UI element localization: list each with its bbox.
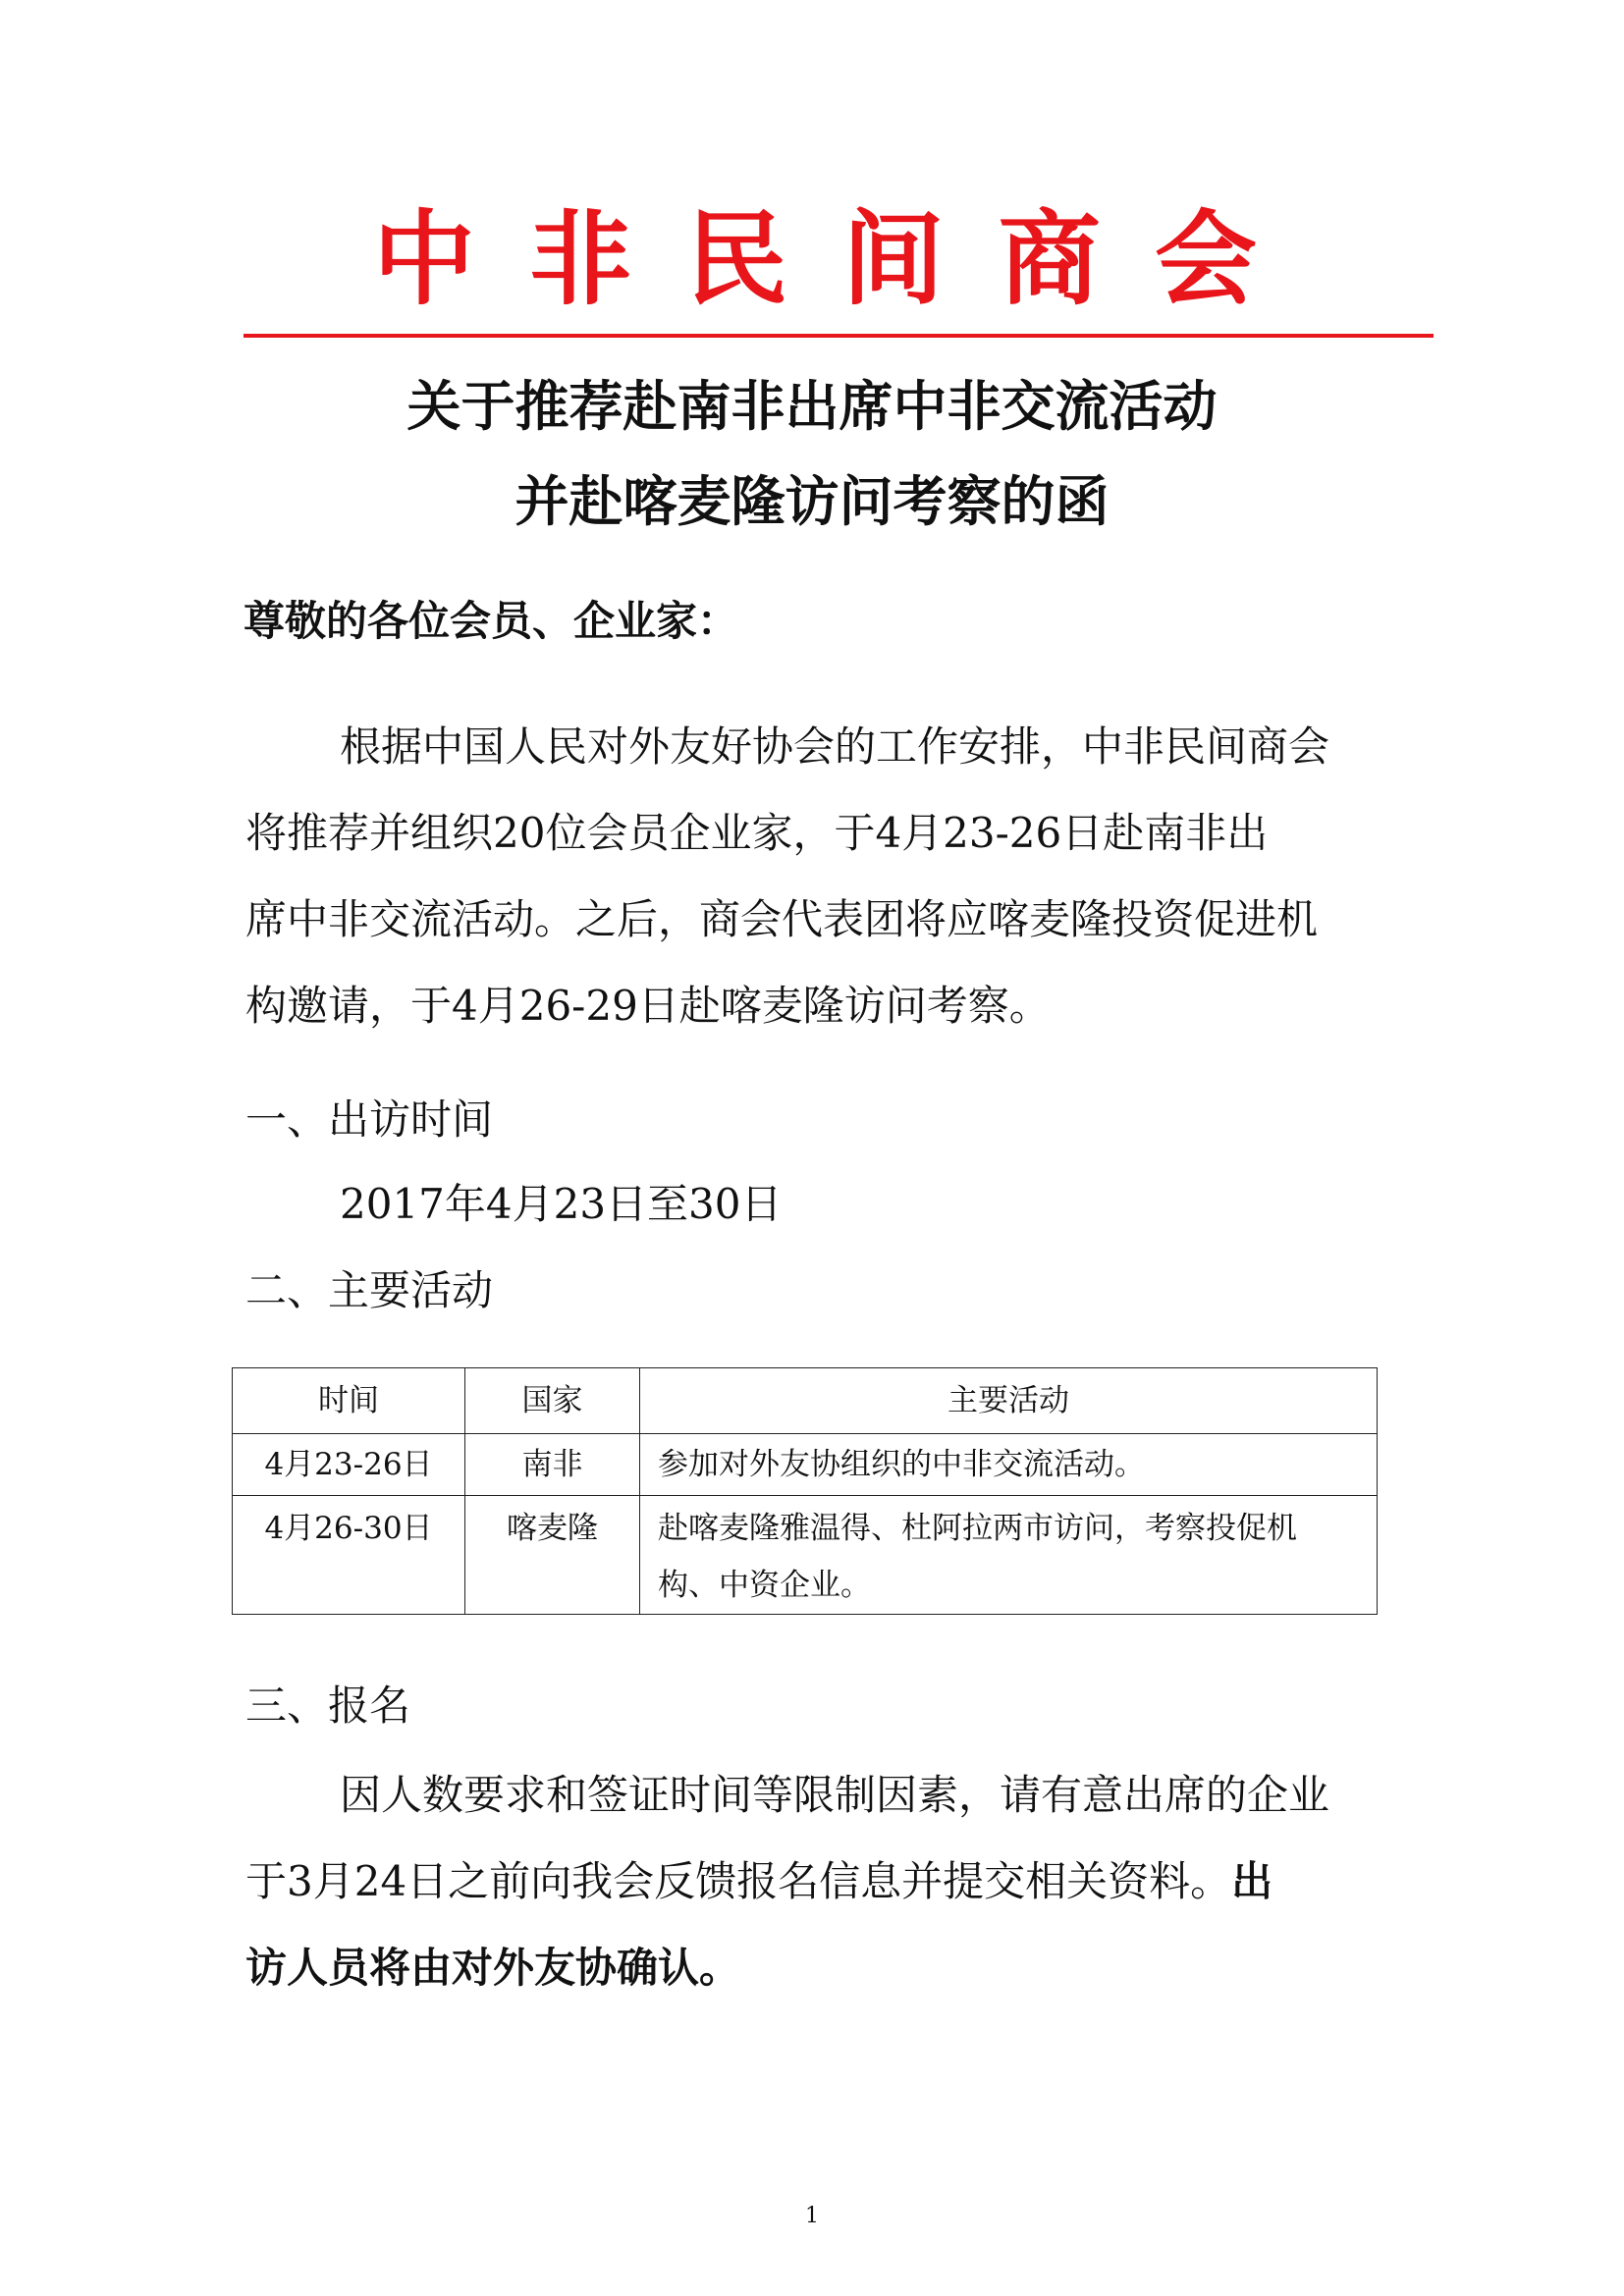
page-number: 1 (805, 2204, 819, 2228)
table-header-cell: 国家 (465, 1368, 640, 1434)
table-header-cell: 主要活动 (640, 1368, 1378, 1434)
intro-line: 构邀请，于4月26-29日赴喀麦隆访问考察。 (245, 982, 1051, 1030)
greeting: 尊敬的各位会员、企业家： (244, 597, 739, 645)
registration-emphasis-line: 访人员将由对外友协确认。 (245, 1944, 741, 1992)
org-char: 会 (1154, 199, 1257, 319)
table-row (233, 1434, 1378, 1496)
intro-line: 席中非交流活动。之后，商会代表团将应喀麦隆投资促进机 (245, 895, 1319, 943)
org-char: 民 (685, 199, 788, 319)
activity-line: 构、中资企业。 (658, 1568, 871, 1603)
section-heading-activities: 二、主要活动 (245, 1266, 494, 1314)
section-heading-registration: 三、报名 (245, 1682, 411, 1730)
org-char: 间 (841, 199, 945, 319)
table-cell-country: 喀麦隆 (465, 1496, 640, 1615)
intro-line: 根据中国人民对外友好协会的工作安排，中非民间商会 (340, 722, 1330, 771)
activities-table (232, 1367, 1378, 1615)
table-cell-activity: 参加对外友协组织的中非交流活动。 (640, 1434, 1378, 1496)
organization-name (373, 199, 1257, 319)
table-header-row (233, 1368, 1378, 1434)
table-cell-country: 南非 (465, 1434, 640, 1496)
registration-line: 因人数要求和签证时间等限制因素，请有意出席的企业 (340, 1771, 1330, 1819)
table-row (233, 1496, 1378, 1615)
table-header-cell: 时间 (233, 1368, 465, 1434)
intro-line: 将推荐并组织20位会员企业家，于4月23-26日赴南非出 (245, 809, 1269, 857)
document-title-line1: 关于推荐赴南非出席中非交流活动 (406, 375, 1218, 438)
org-char: 中 (373, 199, 476, 319)
registration-emphasis: 出 (1231, 1857, 1273, 1905)
activity-line: 赴喀麦隆雅温得、杜阿拉两市访问，考察投促机 (658, 1511, 1297, 1546)
document-title-line2: 并赴喀麦隆访问考察的函 (514, 470, 1110, 533)
letterhead-divider (244, 334, 1434, 338)
visit-dates: 2017年4月23日至30日 (340, 1180, 783, 1228)
table-cell-date: 4月26-30日 (233, 1496, 465, 1615)
table-cell-activity (640, 1496, 1378, 1615)
org-char: 非 (529, 199, 632, 319)
registration-text: 于3月24日之前向我会反馈报名信息并提交相关资料。 (245, 1857, 1232, 1905)
section-heading-visit-time: 一、出访时间 (245, 1095, 494, 1144)
org-char: 商 (998, 199, 1101, 319)
registration-line (245, 1857, 1273, 1905)
table-cell-date: 4月23-26日 (233, 1434, 465, 1496)
